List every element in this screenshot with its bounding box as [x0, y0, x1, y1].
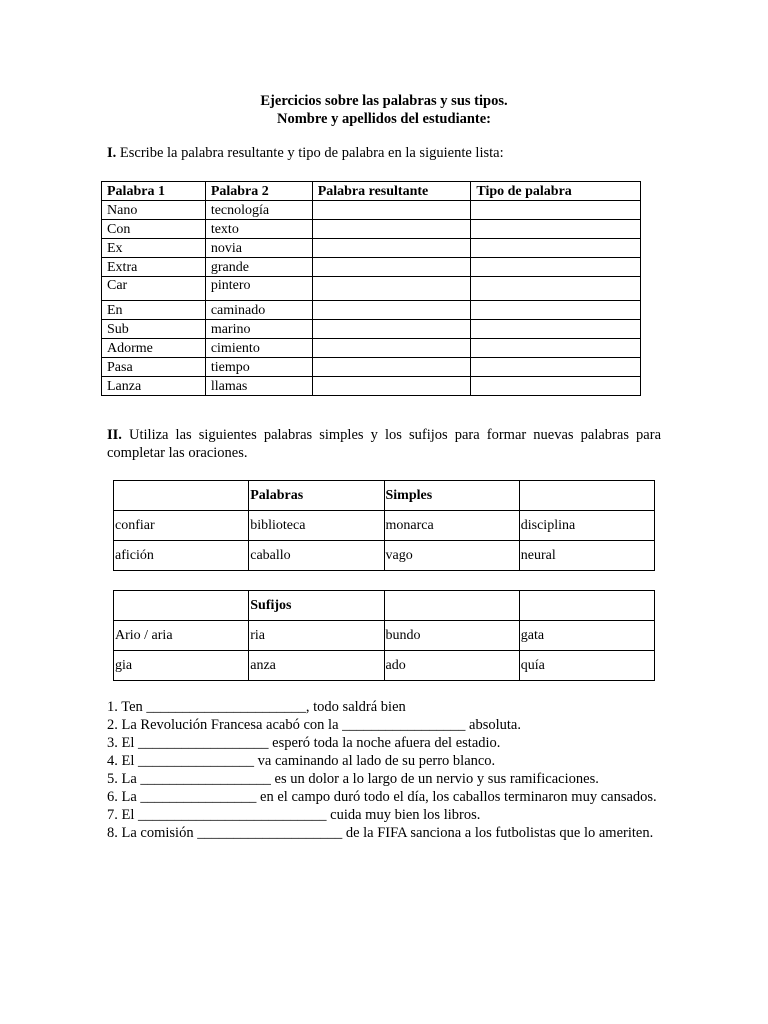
header-simples: Simples [384, 481, 519, 511]
suffix-cell: gata [519, 621, 654, 651]
header-palabra-1: Palabra 1 [102, 182, 206, 201]
word-2-cell: pintero [205, 277, 312, 301]
word-2-cell: marino [205, 320, 312, 339]
word-2-cell: tecnología [205, 201, 312, 220]
word-1-cell: Pasa [102, 358, 206, 377]
student-name-line: Nombre y apellidos del estudiante: [276, 111, 492, 127]
section-1-number: I. [107, 145, 117, 161]
word-1-cell: Adorme [102, 339, 206, 358]
table-row [102, 258, 641, 277]
header-sufijos: Sufijos [249, 591, 384, 621]
simple-word-cell: caballo [249, 541, 384, 571]
suffix-cell: Ario / aria [114, 621, 249, 651]
result-word-blank[interactable] [312, 339, 471, 358]
table-row [102, 320, 641, 339]
result-word-blank[interactable] [312, 301, 471, 320]
suffix-cell: quía [519, 651, 654, 681]
header-cell-empty [519, 591, 654, 621]
word-type-blank[interactable] [471, 277, 641, 301]
word-type-blank[interactable] [471, 239, 641, 258]
word-type-blank[interactable] [471, 220, 641, 239]
word-2-cell: tiempo [205, 358, 312, 377]
simple-word-cell: monarca [384, 511, 519, 541]
sentence-4: 4. El ________________ va caminando al lado de su perro blanco. [107, 753, 496, 769]
header-cell-empty [384, 591, 519, 621]
table-row [114, 621, 655, 651]
simple-words-table [113, 480, 655, 571]
simple-word-cell: biblioteca [249, 511, 384, 541]
word-1-cell: Extra [102, 258, 206, 277]
simple-word-cell: afición [114, 541, 249, 571]
word-1-cell: Lanza [102, 377, 206, 396]
word-1-cell: Con [102, 220, 206, 239]
suffix-cell: ria [249, 621, 384, 651]
word-type-blank[interactable] [471, 201, 641, 220]
simple-word-cell: vago [384, 541, 519, 571]
result-word-blank[interactable] [312, 320, 471, 339]
word-1-cell: Car [102, 277, 206, 301]
result-word-blank[interactable] [312, 201, 471, 220]
table-row [114, 651, 655, 681]
suffixes-table [113, 590, 655, 681]
sentence-2: 2. La Revolución Francesa acabó con la _________________ absoluta. [107, 717, 521, 733]
table-row [102, 301, 641, 320]
fill-in-sentences [107, 698, 661, 842]
word-1-cell: Nano [102, 201, 206, 220]
table-row [114, 511, 655, 541]
header-palabra-2: Palabra 2 [205, 182, 312, 201]
header-cell-empty [519, 481, 654, 511]
section-2-text: Utiliza las siguientes palabras simples y los sufijos para formar nuevas palabras para completar las oraciones. [107, 427, 662, 461]
word-1-cell: Ex [102, 239, 206, 258]
sentence-3: 3. El __________________ esperó toda la noche afuera del estadio. [107, 735, 501, 751]
table-row [102, 277, 641, 301]
suffix-cell: anza [249, 651, 384, 681]
section-1-instruction [107, 145, 504, 162]
result-word-blank[interactable] [312, 239, 471, 258]
table-header-row [114, 591, 655, 621]
header-cell-empty [114, 591, 249, 621]
simple-word-cell: disciplina [519, 511, 654, 541]
word-combination-table [101, 181, 641, 396]
table-row [102, 339, 641, 358]
word-1-cell: Sub [102, 320, 206, 339]
result-word-blank[interactable] [312, 220, 471, 239]
table-row [102, 358, 641, 377]
simple-word-cell: neural [519, 541, 654, 571]
word-2-cell: cimiento [205, 339, 312, 358]
word-type-blank[interactable] [471, 339, 641, 358]
table-row [114, 541, 655, 571]
sentence-5: 5. La __________________ es un dolor a lo largo de un nervio y sus ramificaciones. [107, 771, 599, 787]
word-2-cell: texto [205, 220, 312, 239]
sentence-6: 6. La ________________ en el campo duró todo el día, los caballos terminaron muy cansados. [107, 789, 657, 805]
word-2-cell: grande [205, 258, 312, 277]
header-tipo-de-palabra: Tipo de palabra [471, 182, 641, 201]
word-2-cell: llamas [205, 377, 312, 396]
word-type-blank[interactable] [471, 377, 641, 396]
worksheet-title: Ejercicios sobre las palabras y sus tipos. [260, 93, 508, 109]
suffix-cell: bundo [384, 621, 519, 651]
suffix-cell: gia [114, 651, 249, 681]
word-2-cell: novia [205, 239, 312, 258]
word-2-cell: caminado [205, 301, 312, 320]
word-type-blank[interactable] [471, 258, 641, 277]
result-word-blank[interactable] [312, 258, 471, 277]
simple-word-cell: confiar [114, 511, 249, 541]
sentence-1: 1. Ten ______________________, todo saldrá bien [107, 699, 406, 715]
section-2-instruction [107, 426, 661, 462]
result-word-blank[interactable] [312, 377, 471, 396]
word-type-blank[interactable] [471, 358, 641, 377]
table-row [102, 201, 641, 220]
table-header-row [114, 481, 655, 511]
suffix-cell: ado [384, 651, 519, 681]
table-row [102, 377, 641, 396]
word-1-cell: En [102, 301, 206, 320]
table-row [102, 239, 641, 258]
header-cell-empty [114, 481, 249, 511]
table-header-row [102, 182, 641, 201]
sentence-7: 7. El __________________________ cuida muy bien los libros. [107, 807, 481, 823]
word-type-blank[interactable] [471, 320, 641, 339]
word-type-blank[interactable] [471, 301, 641, 320]
sentence-8: 8. La comisión ____________________ de la FIFA sanciona a los futbolistas que lo ameriten. [107, 825, 654, 841]
header-palabra-resultante: Palabra resultante [312, 182, 471, 201]
table-row [102, 220, 641, 239]
result-word-blank[interactable] [312, 358, 471, 377]
header-palabras: Palabras [249, 481, 384, 511]
section-2-number: II. [107, 427, 122, 443]
section-1-text: Escribe la palabra resultante y tipo de palabra en la siguiente lista: [119, 145, 504, 161]
result-word-blank[interactable] [312, 277, 471, 301]
